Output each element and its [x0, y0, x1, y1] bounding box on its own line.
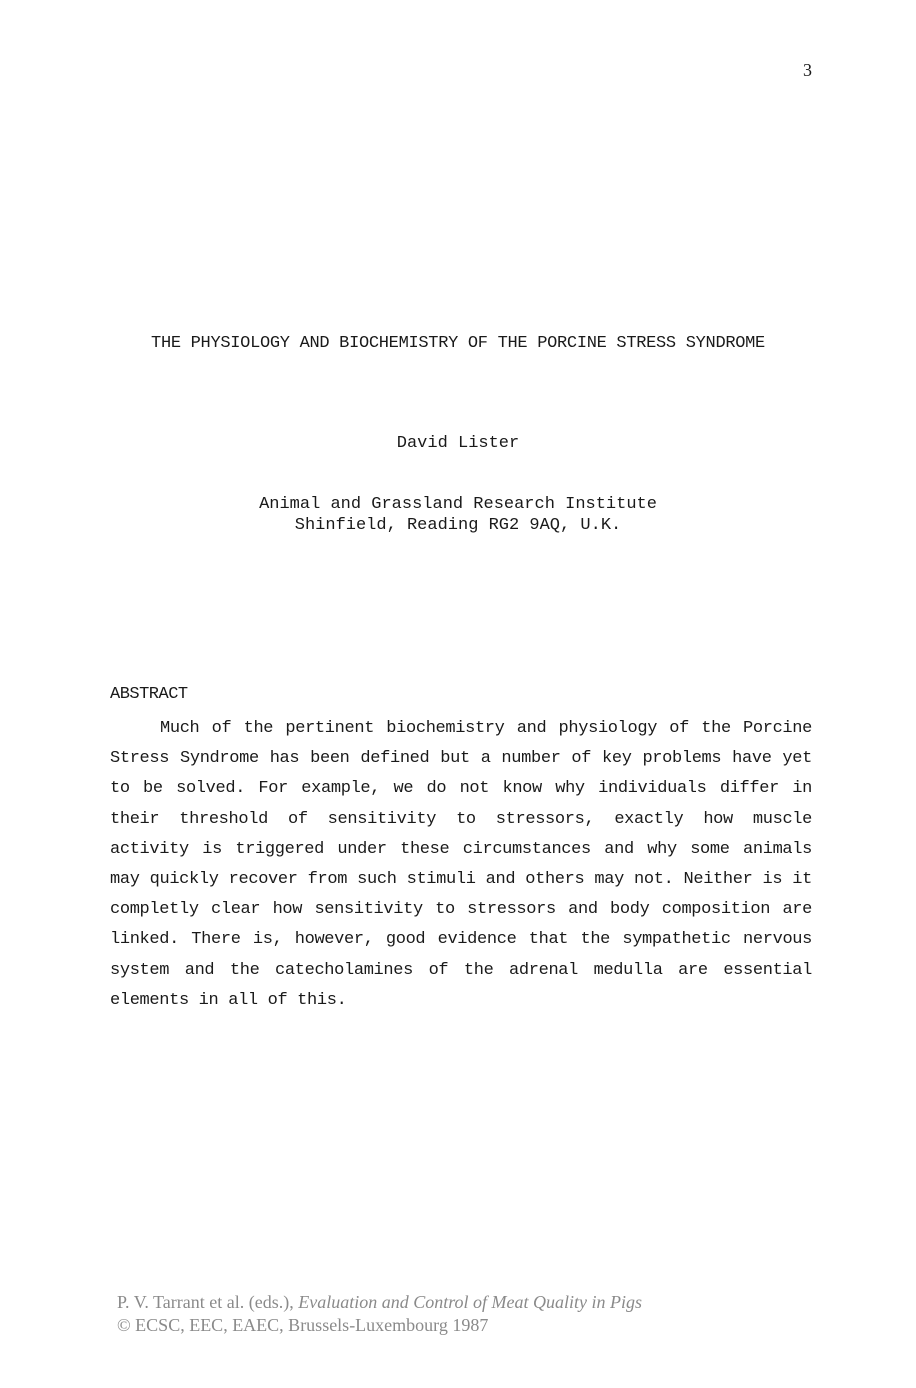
affiliation-line-2: Shinfield, Reading RG2 9AQ, U.K. — [294, 516, 622, 535]
footer-editors: P. V. Tarrant et al. (eds.), — [117, 1292, 299, 1312]
footer-copyright: © ECSC, EEC, EAEC, Brussels-Luxembourg 1987 — [117, 1315, 489, 1335]
paper-title: THE PHYSIOLOGY AND BIOCHEMISTRY OF THE PORCINE STRESS SYNDROME — [151, 334, 765, 353]
affiliation-line-1: Animal and Grassland Research Institute — [259, 495, 657, 514]
page-number: 3 — [803, 60, 812, 80]
author-name: David Lister — [396, 434, 520, 453]
footer-citation — [117, 1292, 642, 1313]
footer-book-title: Evaluation and Control of Meat Quality in Pigs — [298, 1292, 643, 1312]
abstract-body: Much of the pertinent biochemistry and physiology of the Porcine Stress Syndrome has been defined but a number of key problems have yet to be solved. For example, we do not know why individuals differ in their threshold of sensitivity to stressors, exactly how muscle activity is triggered under these circumstances and why some animals may quickly recover from such stimuli and others may not. Neither is it completly clear how sensitivity to stressors and body composition are linked. There is, however, good evidence that the sympathetic nervous system and the catecholamines of the adrenal medulla are essential elements in all of this. — [110, 719, 812, 1010]
abstract-heading: ABSTRACT — [110, 685, 188, 704]
